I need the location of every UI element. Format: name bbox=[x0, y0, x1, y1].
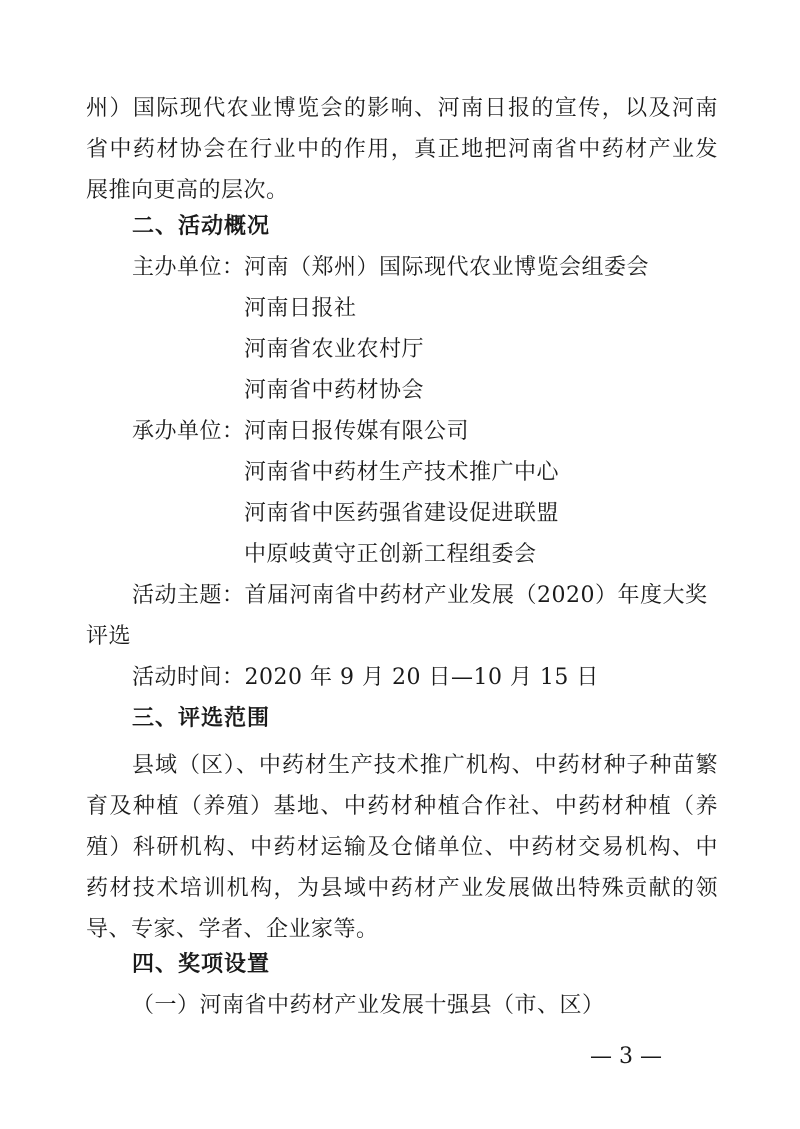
host-item-1: 河南日报传媒有限公司 bbox=[244, 419, 470, 444]
intro-line-1: 州）国际现代农业博览会的影响、河南日报的宣传，以及河南 bbox=[86, 96, 718, 121]
host-item-3: 河南省中医药强省建设促进联盟 bbox=[244, 501, 560, 526]
section-heading-award-settings: 四、奖项设置 bbox=[132, 952, 271, 977]
intro-line-2: 省中药材协会在行业中的作用，真正地把河南省中药材产业发 bbox=[86, 137, 718, 162]
organizer-item-1: 河南（郑州）国际现代农业博览会组委会 bbox=[244, 255, 650, 280]
organizer-item-2: 河南日报社 bbox=[244, 296, 357, 321]
scope-line-4: 药材技术培训机构，为县域中药材产业发展做出特殊贡献的领 bbox=[86, 876, 718, 901]
award-item-1: （一）河南省中药材产业发展十强县（市、区） bbox=[132, 993, 605, 1018]
scope-line-3: 殖）科研机构、中药材运输及仓储单位、中药材交易机构、中 bbox=[86, 835, 718, 860]
activity-time: 活动时间：2020 年 9 月 20 日—10 月 15 日 bbox=[132, 665, 599, 690]
host-item-4: 中原岐黄守正创新工程组委会 bbox=[244, 542, 537, 567]
organizer-item-4: 河南省中药材协会 bbox=[244, 378, 425, 403]
scope-line-2: 育及种植（养殖）基地、中药材种植合作社、中药材种植（养 bbox=[86, 794, 718, 819]
scope-line-5: 导、专家、学者、企业家等。 bbox=[86, 917, 379, 942]
intro-line-3: 展推向更高的层次。 bbox=[86, 178, 289, 203]
host-label: 承办单位： bbox=[132, 419, 245, 444]
organizer-label: 主办单位： bbox=[132, 255, 245, 280]
theme-line-2: 评选 bbox=[86, 624, 132, 649]
scope-line-1: 县域（区）、中药材生产技术推广机构、中药材种子种苗繁 bbox=[132, 753, 718, 778]
organizer-item-3: 河南省农业农村厅 bbox=[244, 337, 425, 362]
section-heading-activity-overview: 二、活动概况 bbox=[132, 214, 271, 239]
host-item-2: 河南省中药材生产技术推广中心 bbox=[244, 460, 560, 485]
theme-line-1: 活动主题：首届河南省中药材产业发展（2020）年度大奖 bbox=[132, 583, 708, 608]
section-heading-selection-scope: 三、评选范围 bbox=[132, 706, 271, 731]
page-number: — 3 — bbox=[590, 1044, 662, 1069]
